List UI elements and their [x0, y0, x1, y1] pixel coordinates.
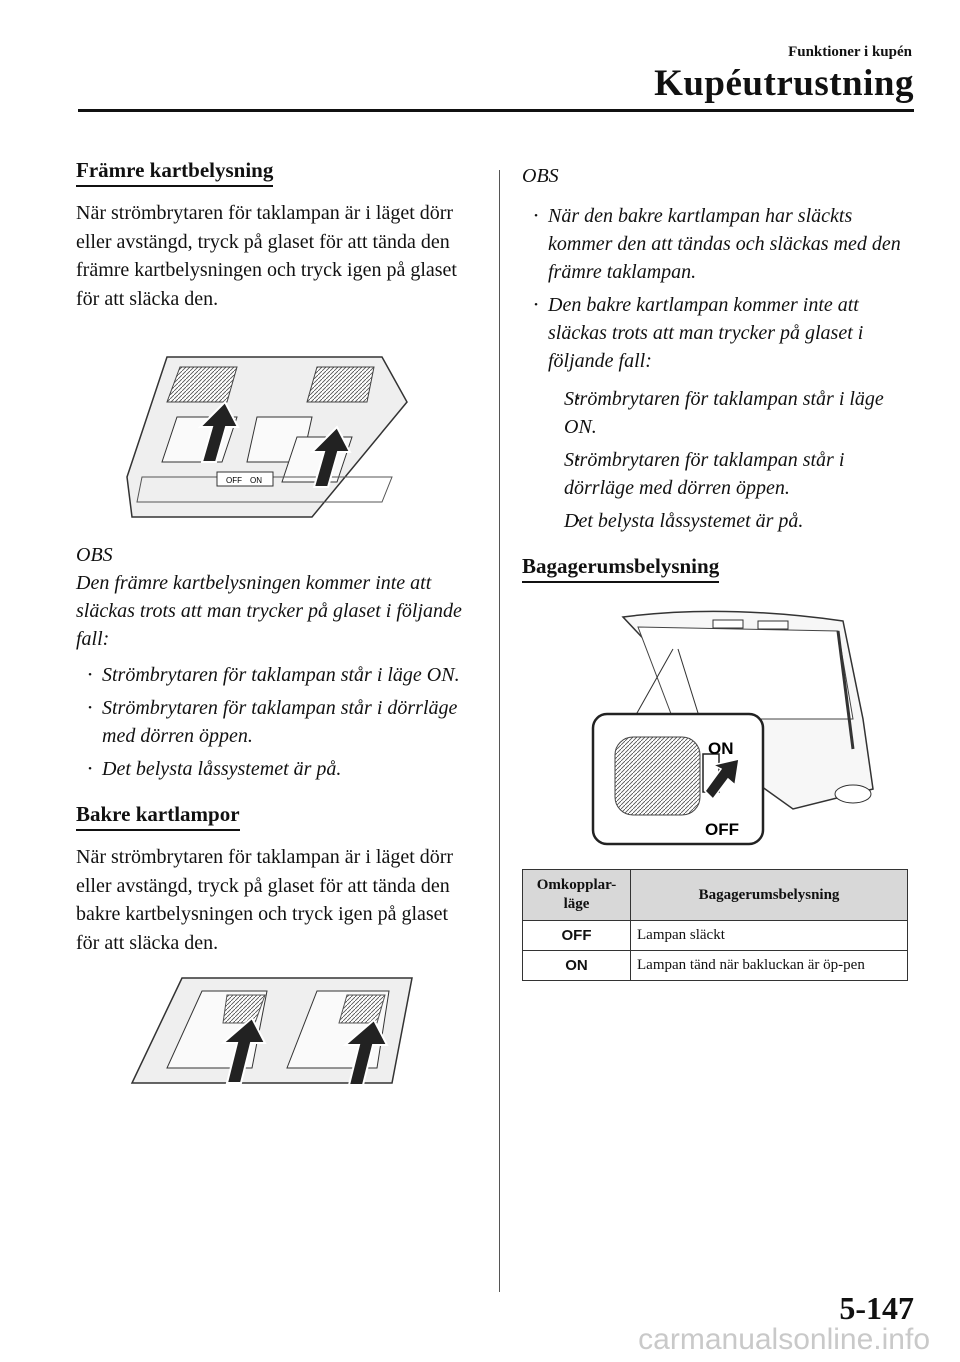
table-row [523, 921, 908, 951]
obs-title: OBS [76, 544, 113, 566]
right-column [522, 158, 914, 981]
table-header: Bagagerumsbelysning [631, 870, 908, 921]
table-header: Omkopplar-läge [523, 870, 631, 921]
table-row [523, 951, 908, 981]
front-map-light-figure [122, 327, 422, 527]
column-divider [499, 170, 500, 1292]
obs-sublist [548, 385, 914, 535]
list-item: • När den bakre kartlampan har släckts kommer den att tändas och släckas med den främre taklampan. [522, 202, 914, 286]
switch-table [522, 869, 908, 981]
switch-symbol: OFF [523, 921, 631, 951]
list-item-text: Den bakre kartlampan kommer inte att släckas trots att man trycker på glaset i följande fall: [548, 294, 864, 372]
header-rule [78, 109, 914, 112]
list-item: • Det belysta låssystemet är på. [548, 507, 914, 535]
cargo-light-figure [553, 609, 883, 849]
front-map-light-heading: Främre kartbelysning [76, 158, 273, 187]
switch-description: Lampan tänd när bakluckan är öp-pen [631, 951, 908, 981]
figure-label-on: ON [708, 739, 734, 758]
rear-map-light-text: När strömbrytaren för taklampan är i läget dörr eller avstängd, tryck på glaset för att tända den bakre kartbelysningen och tryck igen på glaset för att släcka den. [76, 846, 454, 954]
list-item: • Strömbrytaren för taklampan står i läge ON. [548, 385, 914, 441]
rear-map-light-heading: Bakre kartlampor [76, 802, 240, 831]
page-number: 5-147 [839, 1290, 914, 1326]
list-item: • Det belysta låssystemet är på. [76, 755, 468, 783]
page-title: Kupéutrustning [654, 63, 914, 104]
section-label: Funktioner i kupén [788, 44, 912, 60]
obs-text: Den främre kartbelysningen kommer inte att släckas trots att man trycker på glaset i följande fall: [76, 572, 462, 650]
figure-label-off: OFF [226, 476, 242, 485]
switch-description: Lampan släckt [631, 921, 908, 951]
watermark: carmanualsonline.info [638, 1323, 930, 1356]
list-item: • Strömbrytaren för taklampan står i läge ON. [76, 661, 468, 689]
list-item: • Strömbrytaren för taklampan står i dörrläge med dörren öppen. [548, 446, 914, 502]
left-column [76, 158, 468, 1093]
obs-list [76, 661, 468, 783]
cargo-light-heading: Bagagerumsbelysning [522, 554, 719, 583]
obs-title: OBS [522, 165, 559, 187]
list-item [522, 291, 914, 535]
switch-symbol: ON [523, 951, 631, 981]
front-map-light-text: När strömbrytaren för taklampan är i läget dörr eller avstängd, tryck på glaset för att tända den främre kartbelysningen och tryck igen på glaset för att släcka den. [76, 202, 457, 310]
list-item: • Strömbrytaren för taklampan står i dörrläge med dörren öppen. [76, 694, 468, 750]
obs-list [522, 202, 914, 535]
figure-label-on: ON [250, 476, 262, 485]
rear-map-light-figure [127, 973, 417, 1093]
figure-label-off: OFF [705, 820, 739, 839]
